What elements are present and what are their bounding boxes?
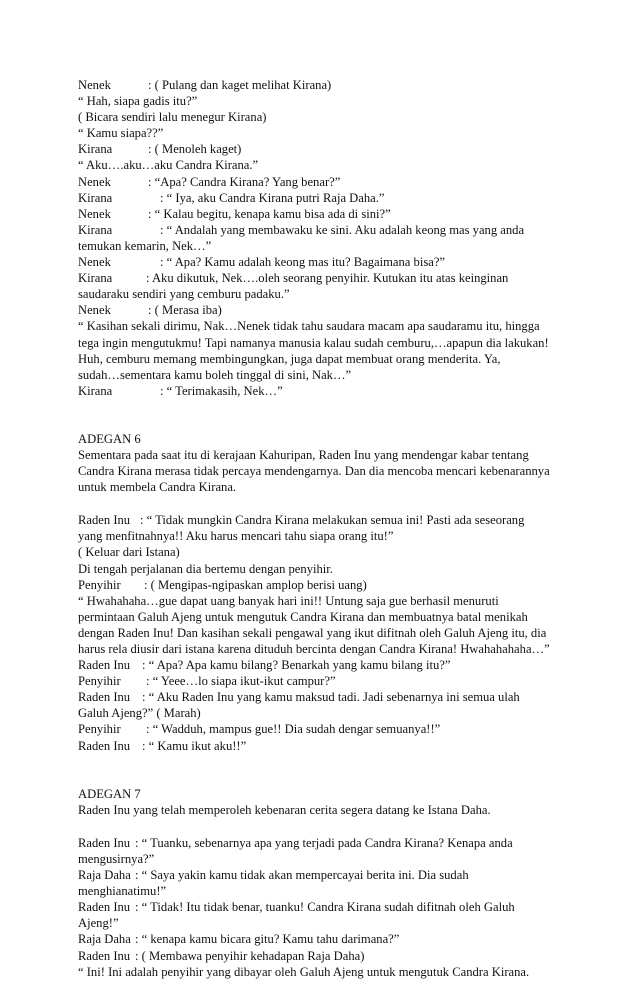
- narration-line: Sementara pada saat itu di kerajaan Kahuripan, Raden Inu yang mendengar kabar tentang: [78, 447, 529, 462]
- dialogue-line: “ Ini! Ini adalah penyihir yang dibayar oleh Galuh Ajeng untuk mengutuk Candra Kirana.: [78, 964, 530, 979]
- stage-direction: ( Keluar dari Istana): [78, 545, 180, 560]
- speaker-name: Kirana: [78, 271, 113, 286]
- dialogue-text: : “ Apa? Kamu adalah keong mas itu? Bagaimana bisa?”: [160, 255, 446, 270]
- dialogue-line: Huh, cemburu memang membingungkan, juga dapat membuat orang menderita. Ya,: [78, 351, 501, 366]
- dialogue-line: sudah…sementara kamu boleh tinggal di sini, Nak…”: [78, 367, 352, 382]
- dialogue-line: [78, 899, 578, 915]
- speaker-name: Raja Daha: [78, 868, 131, 883]
- dialogue-text: : Aku dikutuk, Nek….oleh seorang penyihir. Kutukan itu atas keinginan: [146, 271, 509, 286]
- dialogue-text: : “ Saya yakin kamu tidak akan mempercayai berita ini. Dia sudah: [135, 868, 469, 883]
- dialogue-line: [78, 931, 578, 947]
- dialogue-line: [78, 77, 578, 93]
- stage-direction: ( Bicara sendiri lalu menegur Kirana): [78, 110, 267, 125]
- speaker-name: Raden Inu: [78, 948, 131, 963]
- scene-heading: ADEGAN 6: [78, 431, 141, 446]
- dialogue-line: [78, 222, 578, 238]
- speaker-name: Penyihir: [78, 577, 121, 592]
- dialogue-text: : ( Pulang dan kaget melihat Kirana): [148, 78, 332, 92]
- dialogue-line: “ Hwahahaha…gue dapat uang banyak hari ini!! Untung saja gue berhasil menuruti: [78, 593, 499, 608]
- dialogue-text: : ( Merasa iba): [148, 303, 222, 318]
- dialogue-line: mengusirnya?”: [78, 851, 155, 866]
- speaker-name: Kirana: [78, 142, 113, 157]
- dialogue-text: : “ Tidak mungkin Candra Kirana melakukan semua ini! Pasti ada seseorang: [140, 513, 525, 528]
- scene-heading: ADEGAN 7: [78, 786, 141, 801]
- dialogue-text: : “ Tuanku, sebenarnya apa yang terjadi pada Candra Kirana? Kenapa anda: [135, 835, 513, 850]
- dialogue-line: [78, 174, 578, 190]
- speaker-name: Penyihir: [78, 722, 121, 737]
- speaker-name: Nenek: [78, 206, 111, 221]
- dialogue-text: : “ Tidak! Itu tidak benar, tuanku! Candra Kirana sudah difitnah oleh Galuh: [135, 900, 515, 915]
- speaker-name: Raden Inu: [78, 658, 131, 673]
- dialogue-text: : “ Yeee…lo siapa ikut-ikut campur?”: [146, 674, 336, 689]
- dialogue-line: [78, 689, 578, 705]
- dialogue-line: “ Kasihan sekali dirimu, Nak…Nenek tidak tahu saudara macam apa saudaramu itu, hingga: [78, 319, 540, 334]
- dialogue-text: : “ Andalah yang membawaku ke sini. Aku adalah keong mas yang anda: [160, 222, 525, 237]
- speaker-name: Raden Inu: [78, 738, 131, 753]
- dialogue-line: “ Aku….aku…aku Candra Kirana.”: [78, 158, 259, 173]
- dialogue-line: Galuh Ajeng?” ( Marah): [78, 706, 201, 721]
- dialogue-text: : “ Apa? Apa kamu bilang? Benarkah yang kamu bilang itu?”: [142, 658, 451, 673]
- speaker-name: Raja Daha: [78, 932, 131, 947]
- dialogue-text: : “ Wadduh, mampus gue!! Dia sudah dengar semuanya!!”: [146, 722, 441, 737]
- dialogue-line: menghianatimu!”: [78, 884, 167, 899]
- speaker-name: Kirana: [78, 190, 113, 205]
- speaker-name: Raden Inu: [78, 835, 131, 850]
- dialogue-line: dengan Raden Inu! Dan kasihan sekali pengawal yang ikut difitnah oleh Galuh Ajeng itu, dia: [78, 625, 547, 640]
- dialogue-text: : ( Menoleh kaget): [148, 142, 242, 157]
- dialogue-line: [78, 254, 578, 270]
- dialogue-line: [78, 512, 578, 528]
- dialogue-text: : ( Membawa penyihir kehadapan Raja Daha): [135, 948, 365, 963]
- narration-line: Raden Inu yang telah memperoleh kebenaran cerita segera datang ke Istana Daha.: [78, 802, 491, 817]
- dialogue-line: [78, 673, 578, 689]
- dialogue-text: : ( Mengipas-ngipaskan amplop berisi uang): [144, 577, 367, 592]
- speaker-name: Nenek: [78, 78, 111, 92]
- dialogue-line: “ Hah, siapa gadis itu?”: [78, 94, 198, 109]
- dialogue-line: permintaan Galuh Ajeng untuk mengutuk Candra Kirana dan membuatnya batal menikah: [78, 609, 528, 624]
- dialogue-line: [78, 835, 578, 851]
- speaker-name: Nenek: [78, 303, 111, 318]
- speaker-name: Penyihir: [78, 674, 121, 689]
- dialogue-line: [78, 721, 578, 737]
- dialogue-line: temukan kemarin, Nek…”: [78, 238, 212, 253]
- speaker-name: Kirana: [78, 222, 113, 237]
- dialogue-text: : “ Aku Raden Inu yang kamu maksud tadi. Jadi sebenarnya ini semua ulah: [142, 690, 520, 705]
- dialogue-line: [78, 577, 578, 593]
- dialogue-text: : “ kenapa kamu bicara gitu? Kamu tahu darimana?”: [135, 932, 400, 947]
- dialogue-text: : “Apa? Candra Kirana? Yang benar?”: [148, 174, 341, 189]
- dialogue-line: [78, 302, 578, 318]
- dialogue-line: harus rela diusir dari istana karena dituduh bercinta dengan Candra Kirana! Hwahahahaha…”: [78, 642, 550, 656]
- dialogue-line: [78, 206, 578, 222]
- speaker-name: Raden Inu: [78, 513, 131, 528]
- speaker-name: Nenek: [78, 255, 111, 270]
- narration-line: Candra Kirana merasa tidak percaya mendengarnya. Dan dia mencoba mencari kebenarannya: [78, 464, 550, 479]
- dialogue-line: [78, 948, 578, 964]
- dialogue-line: [78, 657, 578, 673]
- dialogue-text: : “ Kalau begitu, kenapa kamu bisa ada di sini?”: [148, 206, 391, 221]
- dialogue-text: : “ Iya, aku Candra Kirana putri Raja Daha.”: [160, 190, 385, 205]
- dialogue-line: Ajeng!”: [78, 916, 119, 931]
- narration-line: Di tengah perjalanan dia bertemu dengan penyihir.: [78, 561, 333, 576]
- dialogue-line: “ Kamu siapa??”: [78, 126, 164, 141]
- dialogue-line: saudaraku sendiri yang cemburu padaku.”: [78, 287, 290, 302]
- script-body: [78, 77, 578, 980]
- dialogue-line: [78, 270, 578, 286]
- dialogue-text: : “ Terimakasih, Nek…”: [160, 383, 283, 398]
- narration-line: untuk membela Candra Kirana.: [78, 480, 237, 495]
- dialogue-line: [78, 383, 578, 399]
- speaker-name: Kirana: [78, 383, 113, 398]
- dialogue-line: [78, 738, 578, 754]
- dialogue-line: [78, 190, 578, 206]
- speaker-name: Nenek: [78, 174, 111, 189]
- dialogue-line: tega ingin mengutukmu! Tapi namanya manusia kalau sudah cemburu,…apapun dia lakukan!: [78, 335, 549, 350]
- dialogue-line: [78, 141, 578, 157]
- dialogue-line: [78, 867, 578, 883]
- speaker-name: Raden Inu: [78, 900, 131, 915]
- dialogue-line: yang menfitnahnya!! Aku harus mencari tahu siapa orang itu!”: [78, 529, 394, 544]
- dialogue-text: : “ Kamu ikut aku!!”: [142, 738, 247, 753]
- speaker-name: Raden Inu: [78, 690, 131, 705]
